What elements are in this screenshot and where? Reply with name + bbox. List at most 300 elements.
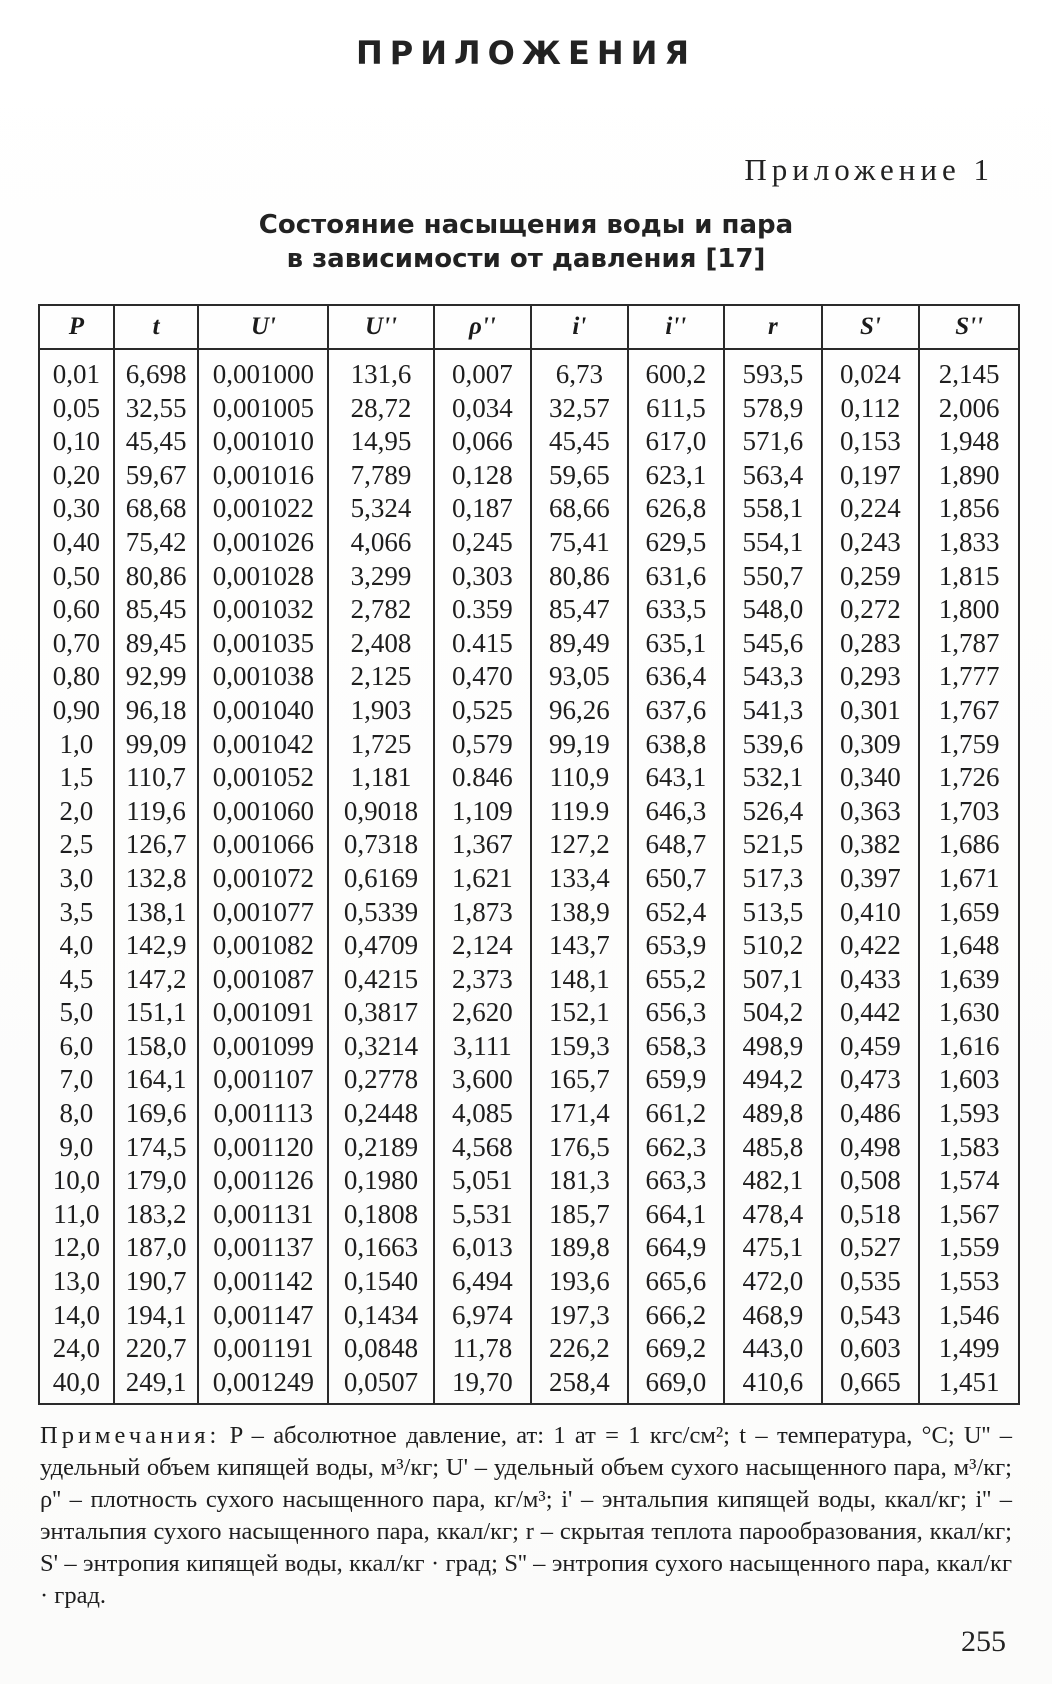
table-cell: 89,45 [114,627,199,661]
table-cell: 9,0 [39,1131,114,1165]
table-cell: 611,5 [628,392,724,426]
table-cell: 158,0 [114,1030,199,1064]
table-cell: 143,7 [531,929,627,963]
table-cell: 164,1 [114,1063,199,1097]
table-cell: 0,001082 [198,929,328,963]
table-cell: 658,3 [628,1030,724,1064]
table-cell: 68,66 [531,492,627,526]
table-cell: 45,45 [114,425,199,459]
table-cell: 220,7 [114,1332,199,1366]
table-header-row [39,305,1019,349]
table-cell: 0,20 [39,459,114,493]
column-header: U' [198,305,328,349]
table-cell: 0,535 [822,1265,920,1299]
table-cell: 0,0848 [328,1332,433,1366]
table-row [39,1299,1019,1333]
table-cell: 646,3 [628,795,724,829]
table-cell: 0,001113 [198,1097,328,1131]
table-cell: 3,111 [434,1030,532,1064]
table-cell: 1,948 [919,425,1019,459]
column-header: S' [822,305,920,349]
table-cell: 1,630 [919,996,1019,1030]
table-cell: 0,470 [434,660,532,694]
table-row [39,929,1019,963]
table-cell: 0,410 [822,896,920,930]
table-cell: 539,6 [724,728,822,762]
table-cell: 656,3 [628,996,724,1030]
table-cell: 1,671 [919,862,1019,896]
table-cell: 89,49 [531,627,627,661]
appendix-label: Приложение 1 [744,152,994,187]
table-cell: 1,367 [434,828,532,862]
table-cell: 0,007 [434,349,532,392]
table-cell: 0,498 [822,1131,920,1165]
table-cell: 0,486 [822,1097,920,1131]
table-cell: 181,3 [531,1164,627,1198]
table-cell: 1,603 [919,1063,1019,1097]
table-cell: 0,243 [822,526,920,560]
table-cell: 637,6 [628,694,724,728]
table-cell: 0,508 [822,1164,920,1198]
table-cell: 119.9 [531,795,627,829]
table-cell: 593,5 [724,349,822,392]
table-cell: 494,2 [724,1063,822,1097]
table-cell: 0,3214 [328,1030,433,1064]
table-cell: 148,1 [531,963,627,997]
table-row [39,1097,1019,1131]
table-cell: 1,648 [919,929,1019,963]
table-cell: 517,3 [724,862,822,896]
table-cell: 159,3 [531,1030,627,1064]
table-cell: 59,67 [114,459,199,493]
table-cell: 669,0 [628,1366,724,1405]
table-row [39,349,1019,392]
table-row [39,560,1019,594]
column-header: i' [531,305,627,349]
page-number: 255 [961,1625,1006,1658]
table-cell: 1,759 [919,728,1019,762]
table-cell: 0,6169 [328,862,433,896]
table-cell: 2,620 [434,996,532,1030]
table-cell: 0,272 [822,593,920,627]
table-cell: 5,531 [434,1198,532,1232]
table-row [39,694,1019,728]
table-cell: 468,9 [724,1299,822,1333]
notes-text: P – абсолютное давление, ат: 1 ат = 1 кгс/см²; t – температура, °C; U'' – удельный объем кипящей воды, м³/кг; U' – удельный объем сухого насыщенного пара, м³/кг; ρ'' – плотность сухого насыщенного пара, кг/м³; i' – энтальпия кипящей воды, ккал/кг; i'' – энтальпия сухого насыщенного пара, ккал/кг; r – скрытая теплота парообразования, ккал/кг; S' – энтропия кипящей воды, ккал/кг · град; S'' – энтропия сухого насыщенного пара, ккал/кг · град. [40,1422,1012,1609]
table-cell: 410,6 [724,1366,822,1405]
column-header: S'' [919,305,1019,349]
table-cell: 171,4 [531,1097,627,1131]
table-cell: 1,856 [919,492,1019,526]
table-cell: 659,9 [628,1063,724,1097]
table-cell: 1,593 [919,1097,1019,1131]
table-row [39,996,1019,1030]
table-row [39,1198,1019,1232]
table-cell: 0,259 [822,560,920,594]
table-cell: 1,873 [434,896,532,930]
table-row [39,1030,1019,1064]
table-cell: 0,2778 [328,1063,433,1097]
table-cell: 13,0 [39,1265,114,1299]
table-cell: 1,5 [39,761,114,795]
table-cell: 548,0 [724,593,822,627]
table-cell: 0,197 [822,459,920,493]
table-cell: 0.359 [434,593,532,627]
table-cell: 0,128 [434,459,532,493]
table-cell: 633,5 [628,593,724,627]
table-cell: 443,0 [724,1332,822,1366]
table-cell: 0,001126 [198,1164,328,1198]
table-cell: 0,001191 [198,1332,328,1366]
table-cell: 669,2 [628,1332,724,1366]
table-cell: 0,442 [822,996,920,1030]
table-cell: 1,726 [919,761,1019,795]
table-cell: 0.415 [434,627,532,661]
table-cell: 0,9018 [328,795,433,829]
table-cell: 0,001142 [198,1265,328,1299]
table-cell: 6,698 [114,349,199,392]
table-cell: 498,9 [724,1030,822,1064]
table-row [39,1332,1019,1366]
table-cell: 0,382 [822,828,920,862]
table-cell: 0,001107 [198,1063,328,1097]
table-cell: 0,293 [822,660,920,694]
table-cell: 0,527 [822,1231,920,1265]
table-cell: 1,686 [919,828,1019,862]
table-cell: 638,8 [628,728,724,762]
table-cell: 636,4 [628,660,724,694]
table-cell: 0,001120 [198,1131,328,1165]
table-cell: 0,30 [39,492,114,526]
table-cell: 0,4215 [328,963,433,997]
table-cell: 0,7318 [328,828,433,862]
table-cell: 80,86 [114,560,199,594]
table-cell: 0,001066 [198,828,328,862]
table-cell: 0,001032 [198,593,328,627]
table-cell: 165,7 [531,1063,627,1097]
table-cell: 40,0 [39,1366,114,1405]
table-cell: 0,001077 [198,896,328,930]
table-cell: 0,245 [434,526,532,560]
table-row [39,593,1019,627]
table-cell: 0,309 [822,728,920,762]
table-row [39,896,1019,930]
table-cell: 147,2 [114,963,199,997]
table-cell: 0,001010 [198,425,328,459]
table-cell: 4,085 [434,1097,532,1131]
table-cell: 0,001147 [198,1299,328,1333]
table-cell: 6,494 [434,1265,532,1299]
table-cell: 131,6 [328,349,433,392]
table-cell: 1,499 [919,1332,1019,1366]
table-cell: 631,6 [628,560,724,594]
table-cell: 226,2 [531,1332,627,1366]
table-cell: 0,001042 [198,728,328,762]
table-cell: 478,4 [724,1198,822,1232]
table-cell: 521,5 [724,828,822,862]
table-cell: 0,001022 [198,492,328,526]
table-cell: 11,0 [39,1198,114,1232]
table-cell: 138,1 [114,896,199,930]
table-cell: 68,68 [114,492,199,526]
table-cell: 1,903 [328,694,433,728]
column-header: P [39,305,114,349]
table-cell: 169,6 [114,1097,199,1131]
table-cell: 5,0 [39,996,114,1030]
table-cell: 0,473 [822,1063,920,1097]
table-cell: 0,001131 [198,1198,328,1232]
table-row [39,963,1019,997]
table-cell: 187,0 [114,1231,199,1265]
table-cell: 0,340 [822,761,920,795]
table-cell: 0,2448 [328,1097,433,1131]
table-cell: 6,013 [434,1231,532,1265]
table-cell: 176,5 [531,1131,627,1165]
table-cell: 0,187 [434,492,532,526]
table-cell: 0,397 [822,862,920,896]
table-cell: 132,8 [114,862,199,896]
table-cell: 258,4 [531,1366,627,1405]
table-cell: 0,459 [822,1030,920,1064]
table-cell: 3,0 [39,862,114,896]
table-cell: 249,1 [114,1366,199,1405]
table-cell: 75,42 [114,526,199,560]
table-cell: 1,583 [919,1131,1019,1165]
table-row [39,862,1019,896]
table-cell: 0,1540 [328,1265,433,1299]
notes-paragraph [40,1420,1012,1612]
table-cell: 623,1 [628,459,724,493]
table-cell: 600,2 [628,349,724,392]
table-cell: 507,1 [724,963,822,997]
table-cell: 8,0 [39,1097,114,1131]
table-cell: 179,0 [114,1164,199,1198]
table-cell: 110,7 [114,761,199,795]
table-row [39,1131,1019,1165]
table-row [39,828,1019,862]
table-cell: 152,1 [531,996,627,1030]
table-row [39,1265,1019,1299]
table-cell: 75,41 [531,526,627,560]
table-row [39,1366,1019,1405]
table-row [39,795,1019,829]
table-cell: 28,72 [328,392,433,426]
table-cell: 151,1 [114,996,199,1030]
table-cell: 0,001087 [198,963,328,997]
table-cell: 0,224 [822,492,920,526]
table-cell: 652,4 [628,896,724,930]
table-cell: 45,45 [531,425,627,459]
table-cell: 174,5 [114,1131,199,1165]
table-cell: 650,7 [628,862,724,896]
table-cell: 193,6 [531,1265,627,1299]
table-cell: 635,1 [628,627,724,661]
table-cell: 6,974 [434,1299,532,1333]
saturation-table [38,304,1020,1405]
table-cell: 0,90 [39,694,114,728]
table-cell: 0,001035 [198,627,328,661]
table-cell: 185,7 [531,1198,627,1232]
table-cell: 1,890 [919,459,1019,493]
table-cell: 0,40 [39,526,114,560]
table-cell: 1,109 [434,795,532,829]
table-cell: 0,001060 [198,795,328,829]
table-row [39,1231,1019,1265]
table-cell: 7,789 [328,459,433,493]
table-cell: 571,6 [724,425,822,459]
table-cell: 10,0 [39,1164,114,1198]
table-cell: 0,1663 [328,1231,433,1265]
table-cell: 3,299 [328,560,433,594]
table-cell: 1,725 [328,728,433,762]
column-header: r [724,305,822,349]
table-row [39,526,1019,560]
table-cell: 1,567 [919,1198,1019,1232]
table-cell: 2,145 [919,349,1019,392]
table-cell: 32,55 [114,392,199,426]
table-cell: 126,7 [114,828,199,862]
table-cell: 0,363 [822,795,920,829]
table-cell: 532,1 [724,761,822,795]
table-cell: 92,99 [114,660,199,694]
table-cell: 2,5 [39,828,114,862]
table-cell: 96,18 [114,694,199,728]
table-cell: 0,1808 [328,1198,433,1232]
table-cell: 0,518 [822,1198,920,1232]
table-cell: 0,303 [434,560,532,594]
table-cell: 0,001005 [198,392,328,426]
table-cell: 472,0 [724,1265,822,1299]
table-cell: 197,3 [531,1299,627,1333]
column-header: t [114,305,199,349]
table-cell: 626,8 [628,492,724,526]
table-cell: 664,1 [628,1198,724,1232]
table-cell: 14,95 [328,425,433,459]
table-cell: 662,3 [628,1131,724,1165]
table-cell: 6,0 [39,1030,114,1064]
column-header: i'' [628,305,724,349]
table-cell: 11,78 [434,1332,532,1366]
table-cell: 14,0 [39,1299,114,1333]
table-cell: 0,001016 [198,459,328,493]
column-header: U'' [328,305,433,349]
table-cell: 0,001137 [198,1231,328,1265]
table-cell: 0,001052 [198,761,328,795]
notes-label: Примечания: [40,1422,221,1449]
table-cell: 629,5 [628,526,724,560]
table-cell: 4,5 [39,963,114,997]
table-cell: 6,73 [531,349,627,392]
table-cell: 0,034 [434,392,532,426]
table-cell: 0,001028 [198,560,328,594]
table-cell: 0,024 [822,349,920,392]
table-cell: 648,7 [628,828,724,862]
table-cell: 1,616 [919,1030,1019,1064]
table-cell: 0,5339 [328,896,433,930]
table-cell: 59,65 [531,459,627,493]
table-cell: 2,373 [434,963,532,997]
table-cell: 127,2 [531,828,627,862]
table-cell: 1,621 [434,862,532,896]
table-cell: 142,9 [114,929,199,963]
table-cell: 545,6 [724,627,822,661]
table-cell: 1,0 [39,728,114,762]
table-cell: 133,4 [531,862,627,896]
table-cell: 1,639 [919,963,1019,997]
table-cell: 0,80 [39,660,114,694]
table-cell: 1,546 [919,1299,1019,1333]
table-cell: 85,47 [531,593,627,627]
table-cell: 12,0 [39,1231,114,1265]
table-cell: 0,10 [39,425,114,459]
table-cell: 0,001072 [198,862,328,896]
table-cell: 0,543 [822,1299,920,1333]
table-cell: 1,553 [919,1265,1019,1299]
table-cell: 80,86 [531,560,627,594]
table-cell: 510,2 [724,929,822,963]
table-title-line-2: в зависимости от давления [17] [286,244,766,274]
table-cell: 0,60 [39,593,114,627]
table-cell: 0,301 [822,694,920,728]
table-cell: 653,9 [628,929,724,963]
table-cell: 5,051 [434,1164,532,1198]
table-cell: 0,1434 [328,1299,433,1333]
table-cell: 1,659 [919,896,1019,930]
table-cell: 0,001091 [198,996,328,1030]
table-cell: 0,001040 [198,694,328,728]
table-cell: 666,2 [628,1299,724,1333]
table-row [39,660,1019,694]
table-cell: 1,451 [919,1366,1019,1405]
table-cell: 543,3 [724,660,822,694]
table-cell: 0,01 [39,349,114,392]
table-cell: 99,19 [531,728,627,762]
table-cell: 0,0507 [328,1366,433,1405]
table-cell: 526,4 [724,795,822,829]
table-cell: 2,006 [919,392,1019,426]
table-cell: 1,559 [919,1231,1019,1265]
table-cell: 93,05 [531,660,627,694]
table-cell: 0,283 [822,627,920,661]
table-cell: 99,09 [114,728,199,762]
table-cell: 96,26 [531,694,627,728]
table-cell: 0,001026 [198,526,328,560]
table-cell: 190,7 [114,1265,199,1299]
table-cell: 563,4 [724,459,822,493]
table-cell: 1,181 [328,761,433,795]
table-cell: 665,6 [628,1265,724,1299]
table-cell: 0,001000 [198,349,328,392]
table-cell: 0,50 [39,560,114,594]
table-cell: 664,9 [628,1231,724,1265]
table-cell: 661,2 [628,1097,724,1131]
table-cell: 554,1 [724,526,822,560]
table-row [39,392,1019,426]
table-cell: 663,3 [628,1164,724,1198]
table-cell: 4,568 [434,1131,532,1165]
table-cell: 489,8 [724,1097,822,1131]
table-cell: 1,703 [919,795,1019,829]
table-cell: 0,05 [39,392,114,426]
table-cell: 0,2189 [328,1131,433,1165]
table-cell: 85,45 [114,593,199,627]
table-cell: 0,3817 [328,996,433,1030]
table-cell: 655,2 [628,963,724,997]
table-cell: 24,0 [39,1332,114,1366]
column-header: ρ'' [434,305,532,349]
table-cell: 1,767 [919,694,1019,728]
table-cell: 0,433 [822,963,920,997]
